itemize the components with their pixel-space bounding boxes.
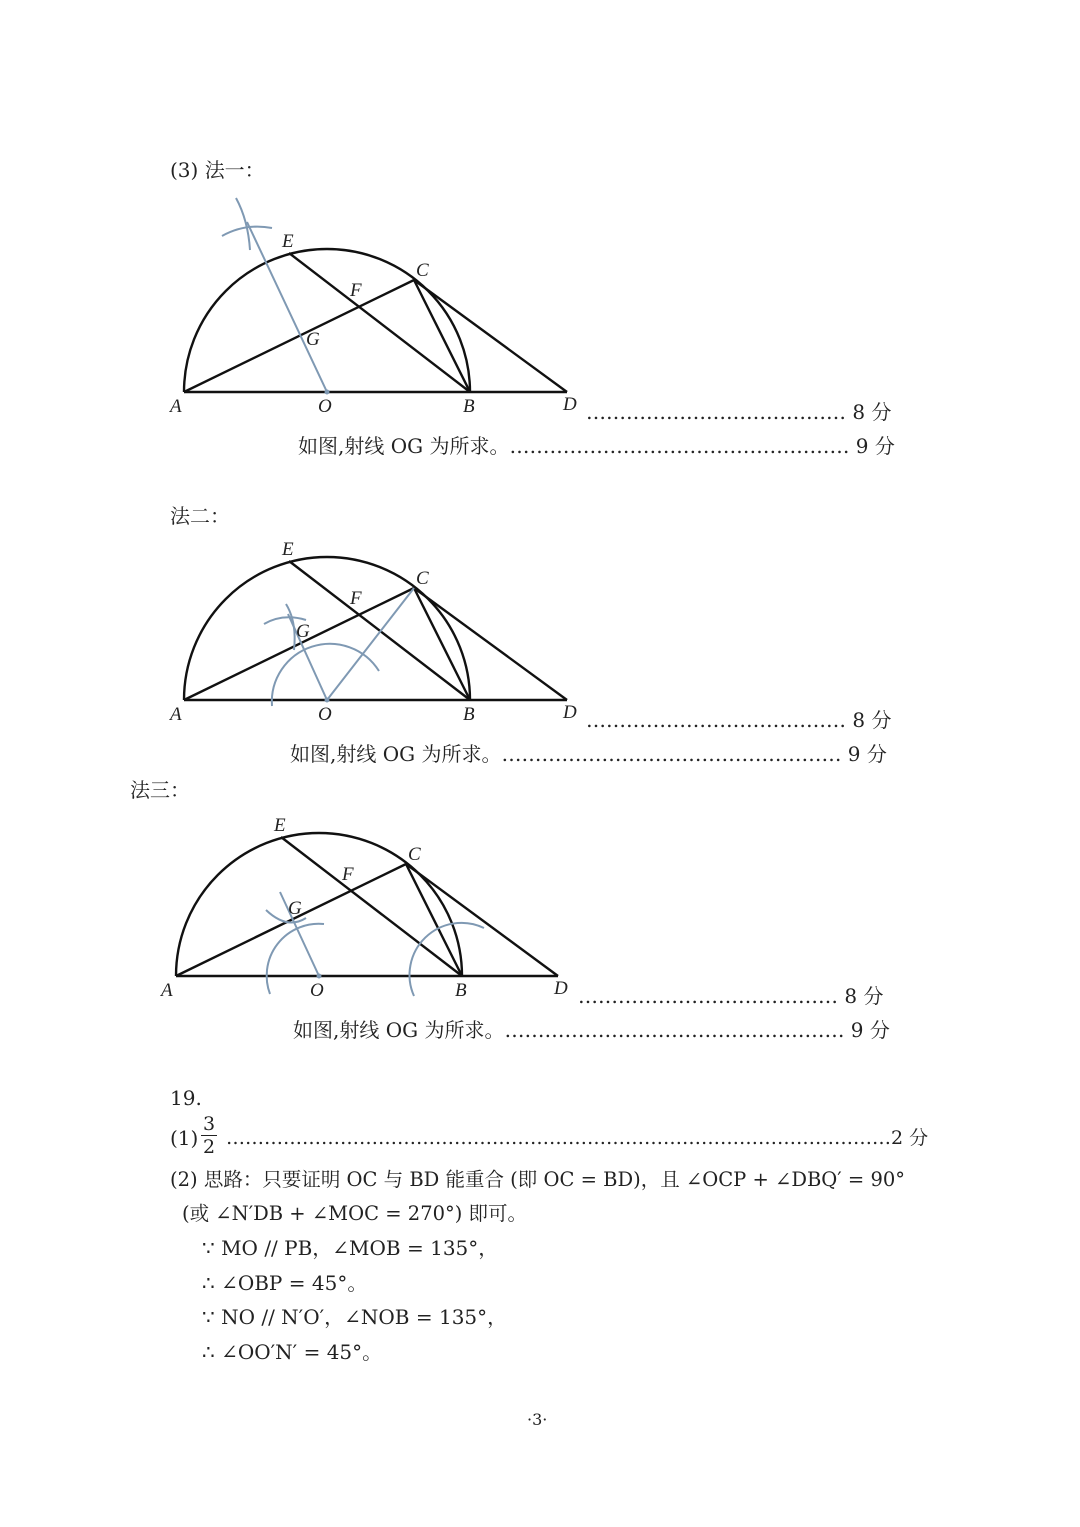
fraction-denominator: 2 <box>202 1136 216 1158</box>
proof-step-2: ∴ ∠OBP = 45°。 <box>202 1271 368 1295</box>
label-G: G <box>306 329 320 350</box>
svg-text:C: C <box>408 844 421 865</box>
label-F: F <box>350 280 362 301</box>
svg-text:A: A <box>161 980 173 1001</box>
label-B: B <box>463 396 475 417</box>
svg-text:E: E <box>274 815 286 836</box>
svg-text:C: C <box>416 568 429 589</box>
page-number: ·3· <box>527 1410 548 1429</box>
question-19-number: 19. <box>170 1086 202 1110</box>
label-O: O <box>318 396 332 417</box>
q19-part1-fraction <box>198 1114 220 1157</box>
svg-text:D: D <box>554 978 568 999</box>
score-8-line-1: ………………………………… 8 分 <box>586 400 892 424</box>
svg-text:A: A <box>170 704 182 725</box>
score-8-line-2: ………………………………… 8 分 <box>586 708 892 732</box>
conclusion-line-3: 如图,射线 OG 为所求。…………………………………………… 9 分 <box>293 1018 890 1042</box>
svg-text:E: E <box>282 539 294 560</box>
arc-at-B <box>410 923 484 996</box>
conclusion-line-1: 如图,射线 OG 为所求。…………………………………………… 9 分 <box>298 434 895 458</box>
svg-text:F: F <box>342 864 354 885</box>
method3-heading: 法三： <box>130 778 190 802</box>
q19-part2-line2: (或 ∠N′DB + ∠MOC = 270°) 即可。 <box>182 1202 528 1225</box>
label-A: A <box>170 396 182 417</box>
svg-text:B: B <box>463 704 475 725</box>
q19-part1-score: ……………………………………………………………………………………………2 分 <box>226 1127 929 1149</box>
proof-step-3: ∵ NO // N′O′，∠NOB = 135°， <box>202 1305 508 1329</box>
method1-heading: (3) 法一： <box>170 158 265 182</box>
proof-step-1: ∵ MO // PB，∠MOB = 135°， <box>202 1236 499 1260</box>
method2-heading: 法二： <box>170 504 230 528</box>
svg-text:G: G <box>296 621 310 642</box>
svg-text:B: B <box>455 980 467 1001</box>
label-C: C <box>416 260 429 281</box>
svg-text:G: G <box>288 898 302 919</box>
score-8-line-3: ………………………………… 8 分 <box>578 984 884 1008</box>
svg-text:O: O <box>310 980 324 1001</box>
label-D: D <box>563 394 577 415</box>
fraction-numerator: 3 <box>202 1113 216 1135</box>
q19-part1-label: (1) <box>170 1126 199 1150</box>
label-E: E <box>282 231 294 252</box>
svg-text:O: O <box>318 704 332 725</box>
svg-text:F: F <box>350 588 362 609</box>
q19-part2-line1: (2) 思路：只要证明 OC 与 BD 能重合 (即 OC = BD)，且 ∠OCP + ∠DBQ′ = 90° <box>170 1168 906 1191</box>
proof-step-4: ∴ ∠OO′N′ = 45°。 <box>202 1340 383 1364</box>
svg-text:D: D <box>563 702 577 723</box>
conclusion-line-2: 如图,射线 OG 为所求。…………………………………………… 9 分 <box>290 742 887 766</box>
